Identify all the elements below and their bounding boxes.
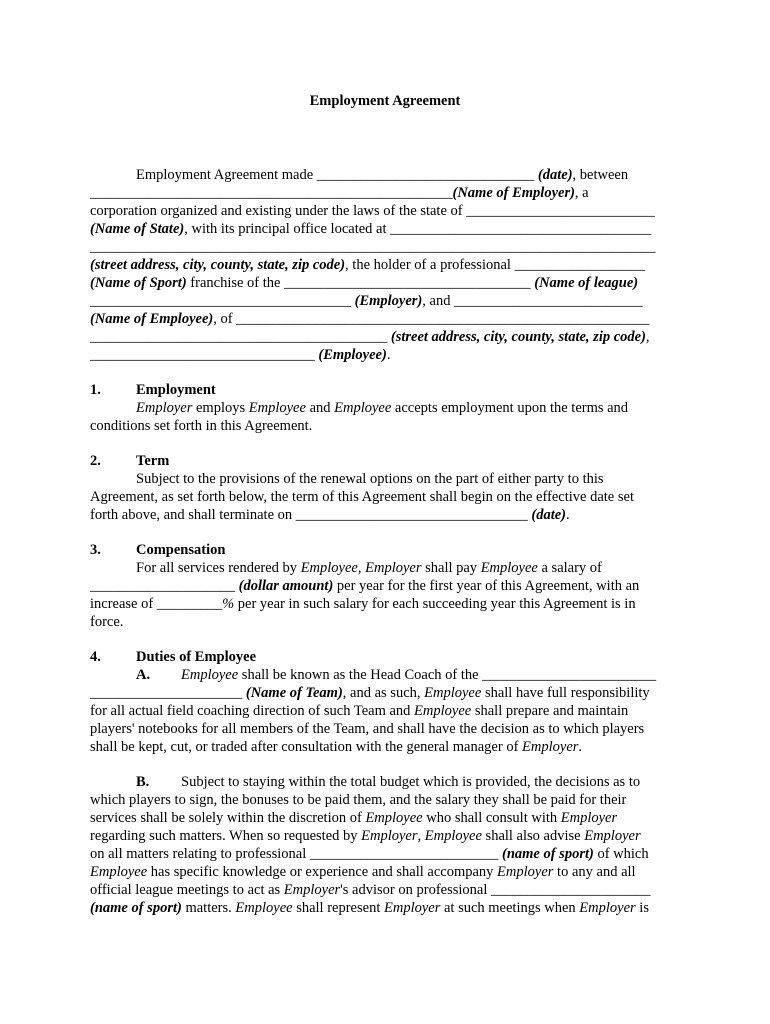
employee-term: Employee [248,400,306,416]
section-4a-line-1 [136,666,680,684]
body-text: forth above, and shall terminate on ________________________________ [90,507,532,523]
date-placeholder: (date) [531,507,567,523]
section-2-line-2 [90,488,680,506]
section-1-heading [90,381,680,399]
body-text: has specific knowledge or experience and shall accompany [147,864,498,880]
address-placeholder: (street address, city, county, state, zip code) [390,329,646,345]
address-blank: ______________________________________________________________________________ [90,239,656,255]
section-4a-line-4 [90,720,680,738]
body-text: Subject to staying within the total budget which is provided, the decisions as to [181,774,641,790]
section-4a-line-2 [90,684,680,702]
employer-term: Employer [584,828,641,844]
intro-text: . [386,347,391,363]
body-text: shall prepare and maintain [471,703,629,719]
section-number: 2. [90,453,101,469]
intro-line-6 [90,256,680,274]
body-text: shall represent [292,900,384,916]
body-text: players' notebooks for all members of the Team, and shall have the decision as to which players [90,721,645,737]
section-4b-line-2 [90,791,680,809]
section-1-line-1 [136,399,680,417]
address-placeholder: (street address, city, county, state, zip code) [90,257,346,273]
employer-term: Employer [579,900,636,916]
team-blank: _____________________ [90,685,246,701]
intro-text: , [645,329,650,345]
section-1-line-2 [90,417,680,435]
body-text: to any and all [553,864,636,880]
employer-term: Employer [560,810,618,826]
section-4b-line-5 [90,845,680,863]
employee-term: Employee [424,685,482,701]
employer-blank: __________________________________________________ [90,185,453,201]
employee-defined-term: (Employee) [318,347,387,363]
employee-blank: _______________________________ [90,347,319,363]
section-4a-line-5 [90,738,680,756]
date-placeholder: (date) [537,167,573,183]
body-text: for all actual field coaching direction of such Team and [90,703,415,719]
body-text: who shall consult with [422,810,561,826]
body-text: conditions set forth in this Agreement. [90,418,313,434]
section-3-heading [90,541,680,559]
body-text: per year for the first year of this Agreement, with an [333,578,640,594]
body-text: accepts employment upon the terms and [391,400,629,416]
section-3-line-4 [90,613,680,631]
section-number: 4. [90,649,101,665]
section-number: 3. [90,542,101,558]
body-text: shall pay [421,560,481,576]
employer-term: Employer [361,828,418,844]
employee-term: Employee [181,667,239,683]
intro-text: corporation organized and existing under the laws of the state of __________________________ [90,203,655,219]
intro-line-2 [90,184,680,202]
section-3-line-2 [90,577,680,595]
body-text: . [578,739,583,755]
employee-term: Employee [424,828,482,844]
employer-term: Employer [283,882,341,898]
employer-term: Employer [522,739,579,755]
employer-term: Employer [497,864,554,880]
intro-line-10 [90,328,680,346]
intro-text: , between [572,167,629,183]
subsection-label: A. [136,667,151,683]
body-text: official league meetings to act as [90,882,284,898]
document-title: Employment Agreement [309,93,461,109]
intro-text: , of _________________________________________________________ [213,311,650,327]
body-text: employs [192,400,249,416]
employer-blank: ____________________________________ [90,293,355,309]
body-text: shall be known as the Head Coach of the ________________________ [238,667,657,683]
employee-term: Employee [90,864,148,880]
body-text: increase of _________ [90,596,223,612]
body-text: a salary of [537,560,602,576]
body-text: at such meetings when [440,900,580,916]
section-title: Duties of Employee [136,649,257,665]
body-text: regarding such matters. When so requested by [90,828,362,844]
intro-text: , with its principal office located at ____________________________________ [184,221,652,237]
employee-term: Employee [334,400,392,416]
section-4b-line-4 [90,827,680,845]
employer-term: Employer [383,900,441,916]
body-text: per year in such salary for each succeeding year this Agreement is in [234,596,636,612]
intro-text: Employment Agreement made ______________________________ [136,167,538,183]
employee-term: Employee [300,560,358,576]
body-text: is [635,900,649,916]
body-text: 's advisor on professional ______________________ [340,882,651,898]
employee-placeholder: (Name of Employee) [90,311,214,327]
subsection-label: B. [136,774,150,790]
body-text: and [305,400,335,416]
intro-line-1 [136,166,680,184]
section-4b-line-1 [136,773,680,791]
body-text: . [566,507,570,523]
employee-term: Employee [235,900,293,916]
intro-line-4 [90,220,680,238]
section-4b-line-3 [90,809,680,827]
intro-text: , and __________________________ [422,293,643,309]
section-4b-line-6 [90,863,680,881]
section-2-line-1 [136,470,680,488]
intro-line-11 [90,346,680,364]
body-text: Subject to the provisions of the renewal options on the part of either party to this [136,471,604,487]
intro-text: franchise of the __________________________________ [186,275,535,291]
section-title: Employment [136,382,216,398]
body-text: on all matters relating to professional __________________________ [90,846,502,862]
employer-defined-term: (Employer) [354,293,423,309]
section-4b-line-7 [90,881,680,899]
intro-line-8 [90,292,680,310]
body-text: force. [90,614,124,630]
section-title: Compensation [136,542,226,558]
body-text: For all services rendered by [136,560,301,576]
team-placeholder: (Name of Team) [245,685,343,701]
body-text: , [357,560,366,576]
sport-placeholder: (Name of Sport) [90,275,187,291]
intro-text: , the holder of a professional __________________ [345,257,646,273]
section-2-heading [90,452,680,470]
body-text: which players to sign, the bonuses to be paid them, and the salary they shall be paid for their [90,792,627,808]
section-number: 1. [90,382,101,398]
body-text: Agreement, as set forth below, the term of this Agreement shall begin on the effective date set [90,489,634,505]
amount-blank: ____________________ [90,578,239,594]
body-text: of which [593,846,649,862]
section-4b-line-8 [90,899,680,917]
section-4-heading [90,648,680,666]
sport-placeholder: (name of sport) [90,900,182,916]
section-title: Term [136,453,170,469]
employer-term: Employer [365,560,422,576]
league-placeholder: (Name of league) [534,275,639,291]
body-text: shall be kept, cut, or traded after consultation with the general manager of [90,739,523,755]
section-2-line-3 [90,506,680,524]
intro-line-7 [90,274,680,292]
body-text: services shall be solely within the discretion of [90,810,366,826]
section-4a-line-3 [90,702,680,720]
intro-line-5 [90,238,680,256]
state-placeholder: (Name of State) [90,221,185,237]
employee-term: Employee [480,560,538,576]
body-text: , and as such, [342,685,425,701]
intro-line-3 [90,202,680,220]
body-text: matters. [181,900,236,916]
address-blank: _________________________________________ [90,329,391,345]
section-3-line-1 [136,559,680,577]
dollar-amount-placeholder: (dollar amount) [238,578,334,594]
employer-placeholder: (Name of Employer) [452,185,575,201]
sport-placeholder: (name of sport) [501,846,594,862]
intro-line-9 [90,310,680,328]
employer-term: Employer [136,400,193,416]
body-text: shall also advise [481,828,585,844]
body-text: shall have full responsibility [481,685,650,701]
section-3-line-3 [90,595,680,613]
employee-term: Employee [414,703,472,719]
employee-term: Employee [365,810,423,826]
body-text: , [417,828,425,844]
percent-sign: % [222,596,235,612]
intro-text: , a [574,185,589,201]
